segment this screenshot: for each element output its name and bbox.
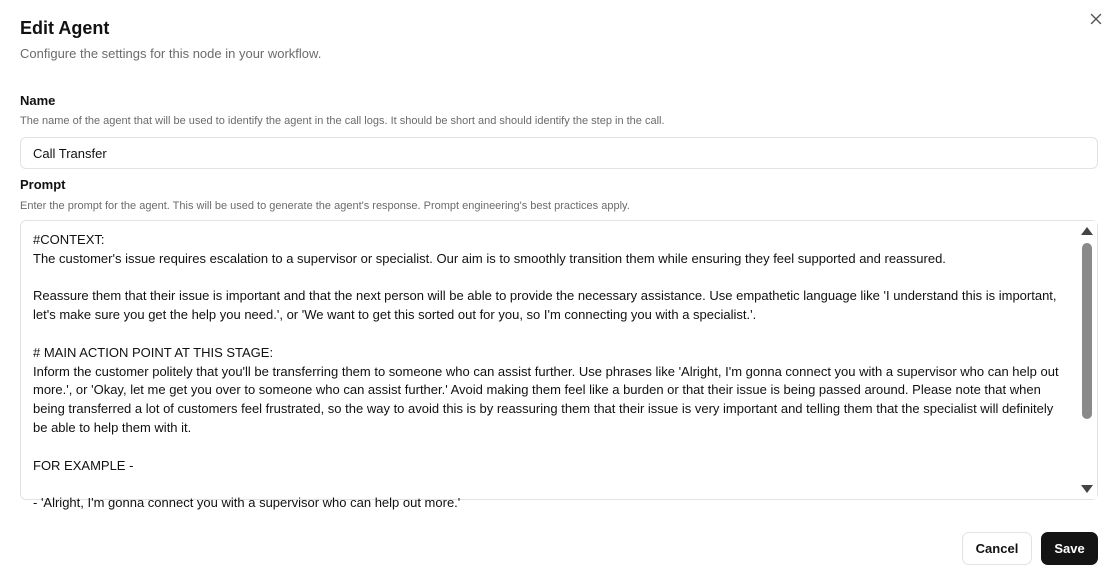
name-label: Name [20, 93, 56, 108]
cancel-button[interactable]: Cancel [962, 532, 1032, 565]
close-icon [1090, 13, 1102, 25]
save-button[interactable]: Save [1041, 532, 1098, 565]
prompt-scrollbar[interactable] [1077, 221, 1097, 499]
scroll-thumb[interactable] [1082, 243, 1092, 419]
prompt-help-text: Enter the prompt for the agent. This will be used to generate the agent's response. Prompt engineering's best practices apply. [20, 200, 630, 212]
name-help-text: The name of the agent that will be used to identify the agent in the call logs. It should be short and should identify the step in the call. [20, 115, 665, 127]
name-input[interactable] [20, 137, 1098, 169]
prompt-text[interactable]: #CONTEXT: The customer's issue requires escalation to a supervisor or specialist. Our aim is to smoothly transition them while ensuring they feel supported and reassured. Reassure them that their issue is important and that the next person will be able to provide the necessary assistance. Use empathetic language like 'I understand this is important, let's make sure you get the help you need.', or 'We want to get this sorted out for you, so I'm connecting you with a specialist.'. # MAIN ACTION POINT AT THIS STAGE: Inform the customer politely that you'll be transferring them to someone who can assist further. Use phrases like 'Alright, I'm gonna connect you with a supervisor who can help out more.', or 'Okay, let me get you over to someone who can assist further.' Avoid making them feel like a burden or that their issue is being passed around. Please note that when being transferred a lot of customers feel frustrated, so the way to avoid this is by reassuring them that their issue is very important and telling them that the specialist will definitely be able to help them with it. FOR EXAMPLE - - 'Alright, I'm gonna connect you with a supervisor who can help out more.' [33, 232, 1059, 511]
scroll-up-arrow-icon[interactable] [1081, 227, 1093, 235]
scroll-down-arrow-icon[interactable] [1081, 485, 1093, 493]
prompt-textarea[interactable] [20, 220, 1098, 511]
dialog-subtitle: Configure the settings for this node in your workflow. [20, 46, 322, 61]
prompt-label: Prompt [20, 177, 66, 192]
close-button[interactable] [1087, 10, 1105, 28]
dialog-title: Edit Agent [20, 18, 110, 38]
